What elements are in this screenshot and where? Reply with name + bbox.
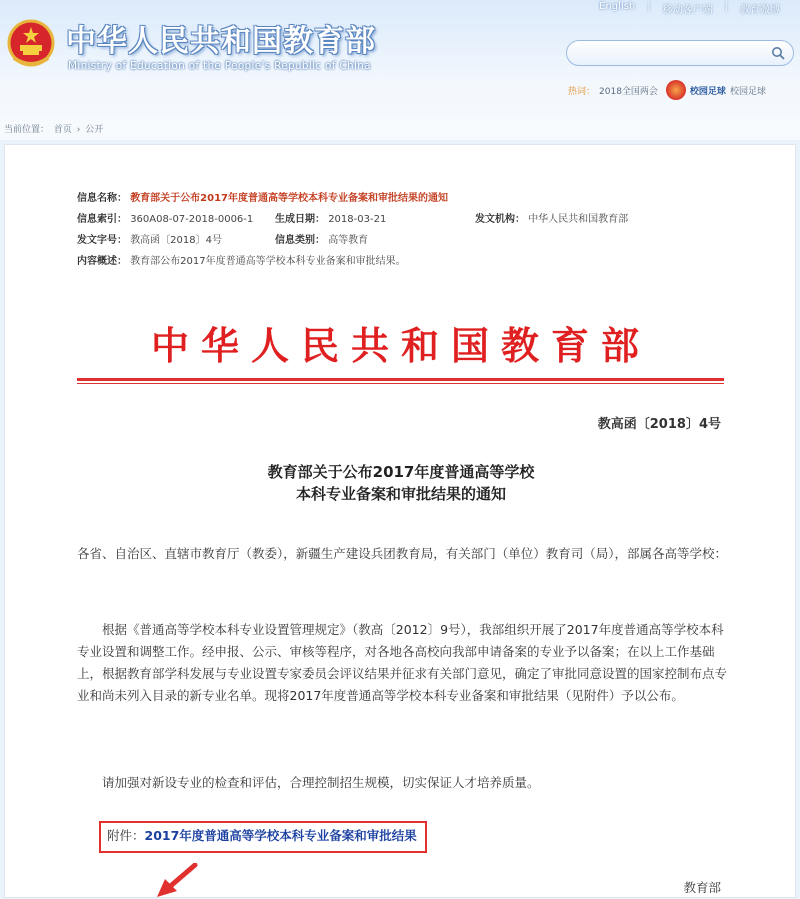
meta-index-label: 信息索引：	[77, 214, 127, 225]
paragraph-request: 请加强对新设专业的检查和评估，合理控制招生规模，切实保证人才培养质量。	[102, 775, 540, 790]
football-icon[interactable]	[666, 80, 686, 100]
site-title[interactable]: 中华人民共和国教育部	[66, 24, 376, 59]
meta-row-date	[275, 210, 386, 226]
meta-docno-value: 教高函〔2018〕4号	[130, 235, 222, 246]
meta-category-label: 信息类别：	[275, 235, 325, 246]
meta-name-value: 教育部关于公布2017年度普通高等学校本科专业备案和审批结果的通知	[130, 193, 449, 204]
meta-summary-value: 教育部公布2017年度普通高等学校本科专业备案和审批结果。	[130, 256, 406, 267]
breadcrumb-separator: ›	[76, 125, 81, 135]
search-input[interactable]	[579, 44, 763, 64]
meta-date-value: 2018-03-21	[328, 214, 387, 225]
nav-separator: |	[724, 1, 728, 12]
site-header	[0, 0, 800, 140]
meta-docno-label: 发文字号：	[77, 235, 127, 246]
nav-weibo[interactable]: 教育微博	[740, 5, 780, 16]
red-rule-thin	[77, 383, 724, 384]
annotation-arrow-icon	[155, 863, 205, 899]
meta-name-label: 信息名称：	[77, 193, 127, 204]
site-subtitle: Ministry of Education of the People's Republic of China	[68, 60, 371, 72]
hot-link-campus-football-2[interactable]: 校园足球	[729, 86, 766, 97]
breadcrumb	[4, 122, 105, 135]
meta-row-category	[275, 231, 368, 247]
national-emblem-icon[interactable]	[6, 18, 56, 72]
search-icon[interactable]	[771, 46, 785, 60]
breadcrumb-current[interactable]: 公开	[85, 125, 104, 135]
meta-index-value: 360A08-07-2018-0006-1	[130, 214, 254, 225]
nav-mobile-client[interactable]: 移动客户端	[662, 5, 713, 16]
paragraph-recipients: 各省、自治区、直辖市教育厅（教委），新疆生产建设兵团教育局，有关部门（单位）教育司（局），部属各高等学校：	[77, 546, 728, 561]
meta-row-index	[77, 210, 258, 226]
hot-words	[568, 80, 766, 100]
meta-date-label: 生成日期：	[275, 214, 325, 225]
attachment-label: 附件：	[107, 828, 145, 843]
hot-link-two-sessions[interactable]: 2018全国两会	[599, 86, 658, 97]
meta-row-docno	[77, 231, 222, 247]
search-box	[566, 40, 794, 66]
hot-words-label: 热词：	[568, 86, 596, 97]
breadcrumb-home[interactable]: 首页	[53, 125, 72, 135]
document-title-line-2: 本科专业备案和审批结果的通知	[295, 485, 506, 503]
document-title	[5, 461, 797, 505]
meta-category-value: 高等教育	[328, 235, 369, 246]
meta-issuer-label: 发文机构：	[475, 214, 525, 225]
nav-separator: |	[647, 1, 651, 12]
top-navigation	[599, 1, 780, 16]
document-number: 教高函〔2018〕4号	[597, 417, 721, 432]
red-rule-thick	[77, 378, 724, 381]
meta-row-issuer	[475, 210, 628, 226]
meta-summary-label: 内容概述：	[77, 256, 127, 267]
attachment-highlight-box	[99, 821, 427, 853]
meta-row-summary	[77, 252, 406, 268]
content-panel	[4, 144, 796, 898]
hot-link-campus-football[interactable]: 校园足球	[689, 86, 726, 97]
meta-row-name	[77, 189, 448, 205]
document-title-line-1: 教育部关于公布2017年度普通高等学校	[267, 463, 535, 481]
breadcrumb-prefix: 当前位置：	[4, 125, 50, 135]
meta-issuer-value: 中华人民共和国教育部	[528, 214, 629, 225]
nav-english[interactable]: English	[599, 1, 636, 12]
ministry-red-banner: 中华人民共和国教育部	[150, 323, 651, 368]
paragraph-main: 根据《普通高等学校本科专业设置管理规定》（教高〔2012〕9号），我部组织开展了2017年度普通高等学校本科专业设置和调整工作。经申报、公示、审核等程序，对各地各高校向我部申请备案的专业予以备案；在以上工作基础上，根据教育部学科发展与专业设置专家委员会评议结果并征求有关部门意见，确定了审批同意设置的国家控制布点专业和尚未列入目录的新专业名单。现将2017年度普通高等学校本科专业备案和审批结果（见附件）予以公布。	[77, 622, 728, 703]
attachment-link[interactable]: 2017年度普通高等学校本科专业备案和审批结果	[144, 828, 417, 843]
signature: 教育部	[683, 880, 721, 895]
